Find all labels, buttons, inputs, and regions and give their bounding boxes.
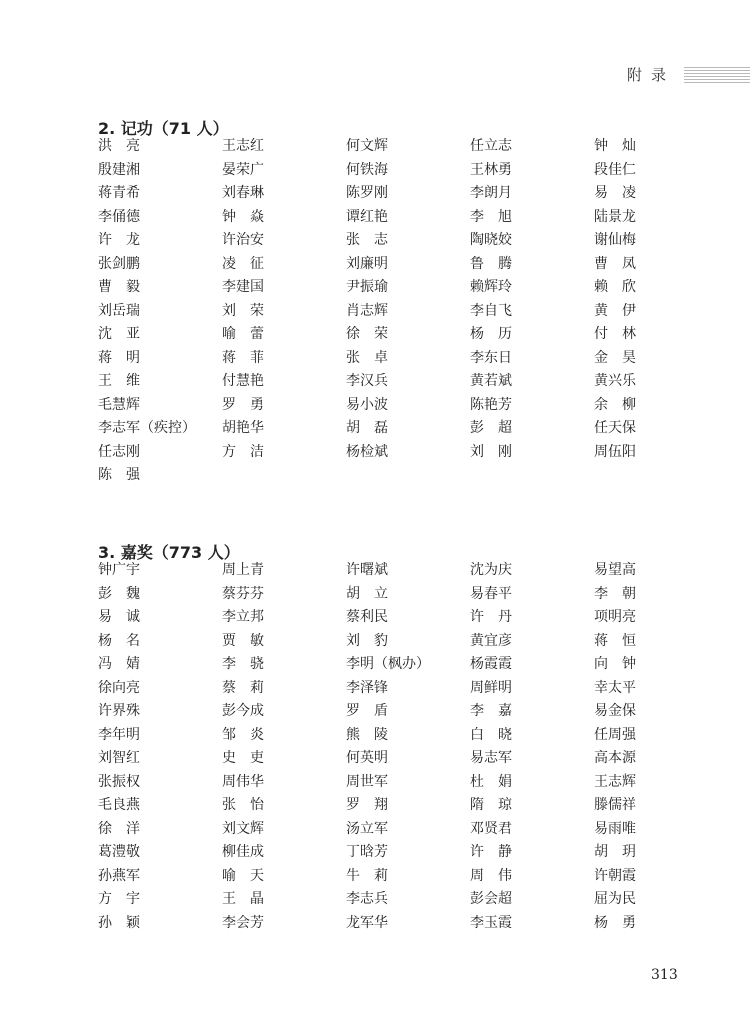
name-item: 幸太平 xyxy=(594,679,636,696)
name-item: 喻天 xyxy=(222,867,278,884)
name-item: 杨历 xyxy=(470,326,526,342)
name-item: 王志辉 xyxy=(594,773,636,790)
name-item: 熊陵 xyxy=(346,726,402,743)
name-item: 毛慧辉 xyxy=(98,396,140,413)
name-item: 蔡芬芬 xyxy=(222,585,264,602)
name-item: 蒋菲 xyxy=(222,349,278,366)
name-item: 杨检斌 xyxy=(346,443,388,460)
name-item: 蔡莉 xyxy=(222,679,278,696)
name-item: 徐洋 xyxy=(98,820,154,837)
name-item: 蒋恒 xyxy=(594,632,650,649)
name-item: 张剑鹏 xyxy=(98,255,140,272)
name-item: 黄若斌 xyxy=(470,373,512,389)
name-item: 任周强 xyxy=(594,726,636,743)
name-item: 周伍阳 xyxy=(594,443,636,460)
name-item: 滕儒祥 xyxy=(594,797,636,813)
name-item: 易望高 xyxy=(594,562,636,578)
name-item: 陈艳芳 xyxy=(470,396,512,413)
name-item: 沈为庆 xyxy=(470,562,512,578)
name-item: 李朝 xyxy=(594,585,650,602)
name-item: 张振权 xyxy=(98,773,140,790)
name-item: 张怡 xyxy=(222,797,278,813)
name-item: 李骁 xyxy=(222,656,278,672)
name-item: 易金保 xyxy=(594,703,636,719)
name-item: 陆景龙 xyxy=(594,208,636,225)
section-title-merit: 2. 记功（71 人） xyxy=(98,119,229,138)
name-item: 李玉霞 xyxy=(470,914,512,931)
name-item: 曹凤 xyxy=(594,255,650,272)
name-item: 许曙斌 xyxy=(346,562,388,578)
name-item: 刘春琳 xyxy=(222,185,264,201)
name-item: 胡立 xyxy=(346,585,402,602)
name-item: 肖志辉 xyxy=(346,302,388,319)
name-item: 张卓 xyxy=(346,349,402,366)
name-item: 杨霞霞 xyxy=(470,656,512,672)
name-item: 屈为民 xyxy=(594,891,636,907)
name-item: 王志红 xyxy=(222,138,264,154)
name-item: 李汉兵 xyxy=(346,373,388,389)
name-item: 刘刚 xyxy=(470,443,526,460)
name-item: 易雨唯 xyxy=(594,820,636,837)
name-item: 柳佳成 xyxy=(222,844,264,860)
name-item: 向钟 xyxy=(594,656,650,672)
name-item: 李嘉 xyxy=(470,703,526,719)
name-item: 李朗月 xyxy=(470,185,512,201)
name-item: 喻蕾 xyxy=(222,326,278,342)
name-item: 赖辉玲 xyxy=(470,279,512,295)
name-item: 刘文辉 xyxy=(222,820,264,837)
name-item: 罗盾 xyxy=(346,703,402,719)
name-item: 杨名 xyxy=(98,632,154,649)
name-item: 丁晗芳 xyxy=(346,844,388,860)
name-item: 殷建湘 xyxy=(98,161,140,178)
name-item: 李东日 xyxy=(470,349,512,366)
name-item: 李会芳 xyxy=(222,914,264,931)
name-item: 陈罗刚 xyxy=(346,185,388,201)
name-item: 周世军 xyxy=(346,773,388,790)
name-item: 许龙 xyxy=(98,232,154,248)
page-number: 313 xyxy=(651,967,678,983)
name-item: 方宇 xyxy=(98,891,154,907)
name-item: 何铁海 xyxy=(346,161,388,178)
name-item: 汤立军 xyxy=(346,820,388,837)
name-item: 谭红艳 xyxy=(346,208,388,225)
name-item: 徐向亮 xyxy=(98,679,140,696)
name-list-commendation xyxy=(98,559,658,935)
name-item: 高本源 xyxy=(594,750,636,766)
name-item: 彭超 xyxy=(470,420,526,436)
name-item: 李明（枫办） xyxy=(346,656,430,672)
name-item: 王晶 xyxy=(222,891,278,907)
name-item: 周上青 xyxy=(222,562,264,578)
name-item: 李自飞 xyxy=(470,302,512,319)
name-item: 胡磊 xyxy=(346,420,402,436)
name-item: 彭今成 xyxy=(222,703,264,719)
name-item: 王林勇 xyxy=(470,161,512,178)
name-item: 黄兴乐 xyxy=(594,373,636,389)
name-item: 孙颖 xyxy=(98,914,154,931)
name-item: 孙燕军 xyxy=(98,867,140,884)
name-item: 付慧艳 xyxy=(222,373,264,389)
name-item: 李旭 xyxy=(470,208,526,225)
name-item: 许界殊 xyxy=(98,703,140,719)
name-item: 谢仙梅 xyxy=(594,232,636,248)
name-item: 杨勇 xyxy=(594,914,650,931)
name-item: 段佳仁 xyxy=(594,161,636,178)
name-item: 隋琼 xyxy=(470,797,526,813)
name-item: 胡玥 xyxy=(594,844,650,860)
name-item: 付林 xyxy=(594,326,650,342)
name-item: 钟广宇 xyxy=(98,562,140,578)
name-item: 沈亚 xyxy=(98,326,154,342)
name-item: 毛良燕 xyxy=(98,797,140,813)
name-item: 刘岳瑞 xyxy=(98,302,140,319)
name-item: 易志军 xyxy=(470,750,512,766)
name-item: 方洁 xyxy=(222,443,278,460)
name-item: 晏荣广 xyxy=(222,161,264,178)
name-item: 罗翔 xyxy=(346,797,402,813)
name-item: 葛澧敬 xyxy=(98,844,140,860)
name-item: 邹炎 xyxy=(222,726,278,743)
name-item: 黄伊 xyxy=(594,302,650,319)
name-item: 许丹 xyxy=(470,609,526,625)
name-item: 任立志 xyxy=(470,138,512,154)
name-item: 杜娟 xyxy=(470,773,526,790)
name-item: 李志军（疾控） xyxy=(98,420,196,436)
name-item: 牛莉 xyxy=(346,867,402,884)
name-item: 陈强 xyxy=(98,467,154,483)
header-decorative-lines xyxy=(684,67,750,83)
name-item: 金昊 xyxy=(594,349,650,366)
name-list-merit xyxy=(98,135,658,488)
name-item: 钟灿 xyxy=(594,138,650,154)
name-item: 蔡利民 xyxy=(346,609,388,625)
name-item: 刘豹 xyxy=(346,632,402,649)
name-item: 蒋青希 xyxy=(98,185,140,201)
name-item: 白晓 xyxy=(470,726,526,743)
name-item: 任天保 xyxy=(594,420,636,436)
name-item: 何文辉 xyxy=(346,138,388,154)
section-title-commendation: 3. 嘉奖（773 人） xyxy=(98,543,240,562)
name-item: 余柳 xyxy=(594,396,650,413)
name-item: 龙军华 xyxy=(346,914,388,931)
page-header-label: 附录 xyxy=(627,66,676,84)
name-item: 李建国 xyxy=(222,279,264,295)
name-item: 王维 xyxy=(98,373,154,389)
name-item: 许治安 xyxy=(222,232,264,248)
name-item: 易诚 xyxy=(98,609,154,625)
name-item: 易小波 xyxy=(346,396,388,413)
name-item: 李立邦 xyxy=(222,609,264,625)
name-item: 洪亮 xyxy=(98,138,154,154)
name-item: 徐荣 xyxy=(346,326,402,342)
name-item: 蒋明 xyxy=(98,349,154,366)
name-item: 周伟华 xyxy=(222,773,264,790)
name-item: 陶晓姣 xyxy=(470,232,512,248)
name-item: 史吏 xyxy=(222,750,278,766)
name-item: 项明亮 xyxy=(594,609,636,625)
name-item: 任志刚 xyxy=(98,443,140,460)
name-item: 许朝霞 xyxy=(594,867,636,884)
name-item: 黄宜彦 xyxy=(470,632,512,649)
name-item: 易春平 xyxy=(470,585,512,602)
name-item: 彭会超 xyxy=(470,891,512,907)
name-item: 何英明 xyxy=(346,750,388,766)
name-item: 邓贤君 xyxy=(470,820,512,837)
name-item: 尹振瑜 xyxy=(346,279,388,295)
name-item: 李泽锋 xyxy=(346,679,388,696)
name-item: 刘廉明 xyxy=(346,255,388,272)
name-item: 易凌 xyxy=(594,185,650,201)
name-item: 刘荣 xyxy=(222,302,278,319)
name-item: 凌征 xyxy=(222,255,278,272)
name-item: 曹毅 xyxy=(98,279,154,295)
name-item: 胡艳华 xyxy=(222,420,264,436)
name-item: 贾敏 xyxy=(222,632,278,649)
name-item: 李年明 xyxy=(98,726,140,743)
name-item: 许静 xyxy=(470,844,526,860)
name-item: 李俑德 xyxy=(98,208,140,225)
name-item: 赖欣 xyxy=(594,279,650,295)
name-item: 钟焱 xyxy=(222,208,278,225)
name-item: 周伟 xyxy=(470,867,526,884)
name-item: 彭魏 xyxy=(98,585,154,602)
name-item: 李志兵 xyxy=(346,891,388,907)
name-item: 鲁腾 xyxy=(470,255,526,272)
name-item: 冯婧 xyxy=(98,656,154,672)
name-item: 张志 xyxy=(346,232,402,248)
name-item: 刘智红 xyxy=(98,750,140,766)
name-item: 周鲜明 xyxy=(470,679,512,696)
name-item: 罗勇 xyxy=(222,396,278,413)
